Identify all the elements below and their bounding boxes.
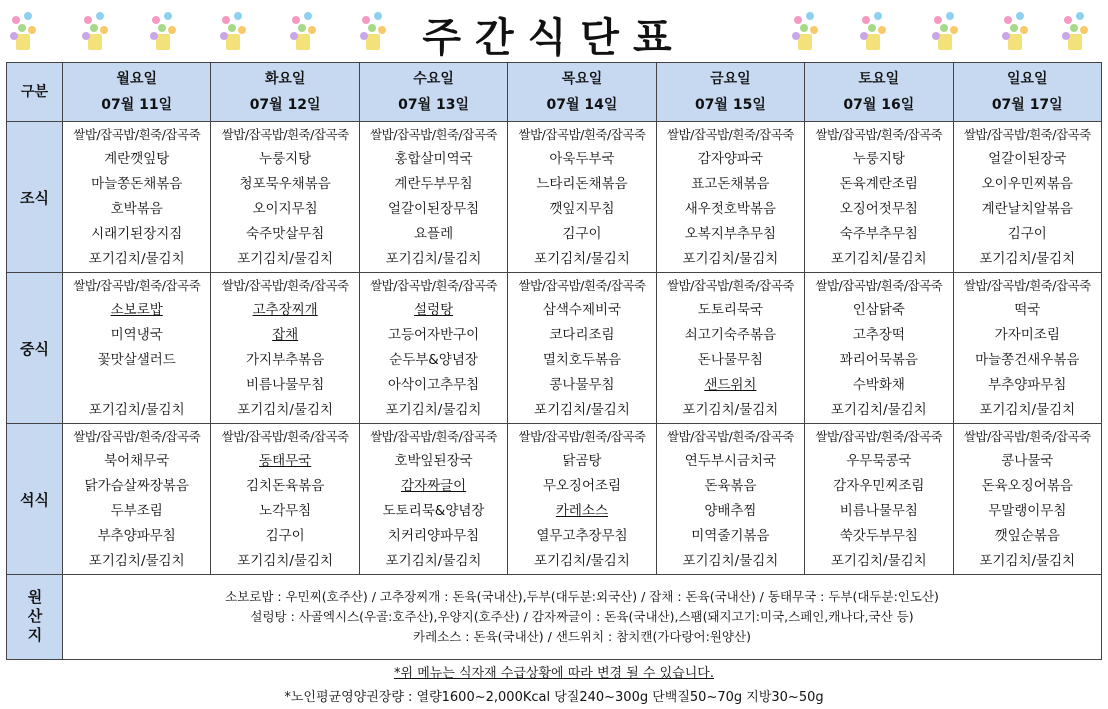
menu-item bbox=[211, 323, 358, 348]
day-name: 화요일 bbox=[264, 71, 306, 87]
menu-item: 포기김치/물김치 bbox=[385, 553, 482, 569]
menu-item: 포기김치/물김치 bbox=[534, 553, 630, 569]
menu-item: 쌀밥/잡곡밥/흰죽/잡곡죽 bbox=[370, 127, 497, 142]
menu-item: 쌀밥/잡곡밥/흰죽/잡곡죽 bbox=[73, 127, 201, 142]
menu-item: 쌀밥/잡곡밥/흰죽/잡곡죽 bbox=[815, 278, 943, 293]
menu-cell bbox=[805, 424, 953, 575]
menu-item: 미역줄기볶음 bbox=[691, 528, 770, 544]
menu-item: 쌀밥/잡곡밥/흰죽/잡곡죽 bbox=[370, 429, 497, 444]
menu-item: 쌀밥/잡곡밥/흰죽/잡곡죽 bbox=[666, 127, 794, 142]
menu-item: 쌀밥/잡곡밥/흰죽/잡곡죽 bbox=[221, 278, 349, 293]
menu-item: 포기김치/물김치 bbox=[682, 251, 779, 267]
menu-item: 우무묵콩국 bbox=[846, 453, 912, 469]
menu-item: 깻잎지무침 bbox=[549, 201, 615, 217]
menu-item-text: 감자짜글이 bbox=[400, 478, 467, 494]
menu-item-text: 동태무국 bbox=[259, 453, 312, 469]
menu-cell bbox=[359, 122, 507, 273]
menu-item: 부추양파무침 bbox=[988, 377, 1067, 393]
menu-item: 열무고추장무침 bbox=[536, 528, 628, 544]
menu-item: 삼색수제비국 bbox=[542, 302, 622, 318]
menu-cell bbox=[805, 122, 953, 273]
origin-line: 설렁탕 : 사골엑시스(우골:호주산),우양지(호주산) / 감자짜글이 : 돈육(국내산),스팸(돼지고기:미국,스페인,캐나다,국산 등) bbox=[250, 609, 914, 624]
day-header bbox=[656, 63, 804, 122]
menu-cell bbox=[359, 273, 507, 424]
menu-item: 쌀밥/잡곡밥/흰죽/잡곡죽 bbox=[815, 429, 943, 444]
menu-item: 포기김치/물김치 bbox=[237, 251, 334, 267]
menu-item: 누룽지탕 bbox=[259, 151, 312, 167]
meal-table bbox=[6, 62, 1102, 660]
menu-item: 오복지부추무침 bbox=[684, 226, 777, 242]
menu-item: 쌀밥/잡곡밥/흰죽/잡곡죽 bbox=[221, 429, 349, 444]
menu-item: 김치돈육볶음 bbox=[246, 478, 325, 494]
menu-item: 쑥갓두부무침 bbox=[839, 528, 918, 544]
day-date: 07월 11일 bbox=[101, 97, 173, 113]
day-header bbox=[211, 63, 359, 122]
day-name: 수요일 bbox=[413, 71, 454, 87]
page-title: 주간식단표 bbox=[422, 15, 686, 61]
menu-item: 쌀밥/잡곡밥/흰죽/잡곡죽 bbox=[963, 429, 1091, 444]
menu-item: 쌀밥/잡곡밥/흰죽/잡곡죽 bbox=[73, 429, 201, 444]
menu-item: 쌀밥/잡곡밥/흰죽/잡곡죽 bbox=[221, 127, 349, 142]
menu-item: 쇠고기숙주볶음 bbox=[684, 327, 777, 343]
menu-item: 부추양파무침 bbox=[97, 528, 176, 544]
menu-item: 포기김치/물김치 bbox=[682, 402, 779, 418]
origin-row bbox=[7, 575, 1102, 660]
menu-item: 숙주부추무침 bbox=[839, 226, 918, 242]
menu-item: 포기김치/물김치 bbox=[237, 553, 334, 569]
menu-item-text: 설렁탕 bbox=[413, 302, 454, 318]
menu-cell bbox=[211, 273, 359, 424]
origin-info bbox=[63, 575, 1102, 660]
menu-item bbox=[657, 373, 804, 398]
menu-cell bbox=[63, 122, 211, 273]
menu-cell bbox=[953, 122, 1101, 273]
day-name: 토요일 bbox=[858, 71, 900, 87]
origin-line: 카레소스 : 돈육(국내산) / 샌드위치 : 참치캔(가다랑어:원양산) bbox=[413, 629, 751, 644]
menu-item: 쌀밥/잡곡밥/흰죽/잡곡죽 bbox=[963, 278, 1091, 293]
menu-cell bbox=[656, 122, 804, 273]
menu-item: 포기김치/물김치 bbox=[979, 402, 1076, 418]
notice: *위 메뉴는 식자재 수급상황에 따라 변경 될 수 있습니다. bbox=[394, 666, 714, 681]
day-date: 07월 14일 bbox=[546, 97, 618, 113]
menu-item: 마늘쫑돈채볶음 bbox=[91, 176, 183, 192]
menu-item: 쌀밥/잡곡밥/흰죽/잡곡죽 bbox=[518, 429, 646, 444]
day-date: 07월 12일 bbox=[249, 97, 321, 113]
menu-item: 무말랭이무침 bbox=[988, 503, 1067, 519]
menu-item: 비름나물무침 bbox=[839, 503, 918, 519]
menu-item-text: 잡채 bbox=[272, 327, 299, 343]
meal-row bbox=[7, 122, 1102, 273]
menu-item: 쌀밥/잡곡밥/흰죽/잡곡죽 bbox=[518, 127, 646, 142]
menu-item: 포기김치/물김치 bbox=[385, 251, 482, 267]
menu-item: 표고돈채볶음 bbox=[691, 176, 770, 192]
menu-item: 돈육계란조림 bbox=[839, 176, 918, 192]
menu-cell bbox=[508, 424, 656, 575]
day-date: 07월 15일 bbox=[694, 97, 766, 113]
menu-item: 시래기된장지짐 bbox=[91, 226, 183, 242]
menu-item-text: 고추장찌개 bbox=[252, 302, 318, 318]
menu-item: 비름나물무침 bbox=[246, 377, 325, 393]
menu-item: 포기김치/물김치 bbox=[979, 251, 1076, 267]
menu-item: 연두부시금치국 bbox=[684, 453, 777, 469]
meal-label: 석식 bbox=[7, 424, 63, 575]
day-name: 금요일 bbox=[710, 71, 751, 87]
day-header bbox=[508, 63, 656, 122]
menu-item: 북어채무국 bbox=[104, 453, 170, 469]
menu-item: 도토리묵국 bbox=[697, 302, 763, 318]
menu-cell bbox=[953, 424, 1101, 575]
menu-item-text: 소보로밥 bbox=[110, 302, 163, 318]
menu-item: 포기김치/물김치 bbox=[682, 553, 779, 569]
menu-item: 포기김치/물김치 bbox=[534, 251, 630, 267]
menu-item: 누룽지탕 bbox=[852, 151, 905, 167]
menu-item: 아욱두부국 bbox=[549, 151, 615, 167]
menu-item: 양배추찜 bbox=[704, 503, 757, 519]
menu-item: 고추장떡 bbox=[852, 327, 905, 343]
menu-cell bbox=[656, 424, 804, 575]
menu-item: 계란두부무침 bbox=[394, 176, 473, 192]
menu-item: 아삭이고추무침 bbox=[387, 377, 480, 393]
menu-item: 수박화채 bbox=[852, 377, 905, 393]
menu-item: 돈육오징어볶음 bbox=[981, 478, 1073, 494]
menu-item: 멸치호두볶음 bbox=[542, 352, 622, 368]
menu-item: 치커리양파무침 bbox=[387, 528, 480, 544]
menu-item: 꽈리어묵볶음 bbox=[839, 352, 918, 368]
menu-item: 고등어자반구이 bbox=[387, 327, 480, 343]
menu-item: 얼갈이된장무침 bbox=[387, 201, 480, 217]
menu-item: 쌀밥/잡곡밥/흰죽/잡곡죽 bbox=[963, 127, 1091, 142]
header-label: 구분 bbox=[7, 63, 63, 122]
menu-item-text: 샌드위치 bbox=[704, 377, 757, 393]
menu-item: 김구이 bbox=[1007, 226, 1047, 242]
header-row bbox=[7, 63, 1102, 122]
menu-item: 포기김치/물김치 bbox=[830, 553, 927, 569]
menu-item: 김구이 bbox=[562, 226, 602, 242]
menu-item: 오이지무침 bbox=[252, 201, 318, 217]
menu-item: 감자우민찌조림 bbox=[833, 478, 925, 494]
menu-item: 오이우민찌볶음 bbox=[981, 176, 1073, 192]
menu-item: 코다리조림 bbox=[549, 327, 615, 343]
day-name: 목요일 bbox=[561, 71, 603, 87]
menu-item: 포기김치/물김치 bbox=[237, 402, 334, 418]
menu-cell bbox=[359, 424, 507, 575]
day-date: 07월 13일 bbox=[398, 97, 469, 113]
menu-item: 마늘쫑건새우볶음 bbox=[975, 352, 1080, 368]
menu-item: 호박잎된장국 bbox=[394, 453, 473, 469]
title-bar bbox=[0, 0, 1108, 62]
menu-item: 쌀밥/잡곡밥/흰죽/잡곡죽 bbox=[815, 127, 943, 142]
menu-item: 느타리돈채볶음 bbox=[536, 176, 628, 192]
day-name: 월요일 bbox=[116, 71, 157, 87]
day-header bbox=[805, 63, 953, 122]
menu-item bbox=[63, 298, 210, 323]
menu-item: 얼갈이된장국 bbox=[988, 151, 1067, 167]
menu-item: 쌀밥/잡곡밥/흰죽/잡곡죽 bbox=[666, 278, 794, 293]
menu-item: 포기김치/물김치 bbox=[88, 251, 185, 267]
menu-cell bbox=[953, 273, 1101, 424]
menu-item: 계란깻잎탕 bbox=[104, 151, 170, 167]
menu-item: 새우젓호박볶음 bbox=[684, 201, 777, 217]
menu-item bbox=[63, 373, 210, 398]
menu-item: 꽃맛살샐러드 bbox=[97, 352, 176, 368]
menu-item-text: 카레소스 bbox=[555, 503, 609, 519]
menu-item: 콩나물국 bbox=[1001, 453, 1054, 469]
menu-item: 포기김치/물김치 bbox=[830, 402, 927, 418]
meal-row bbox=[7, 424, 1102, 575]
day-date: 07월 16일 bbox=[843, 97, 915, 113]
menu-item: 포기김치/물김치 bbox=[830, 251, 927, 267]
menu-item bbox=[211, 449, 358, 474]
menu-item bbox=[360, 474, 507, 499]
menu-item: 돈나물무침 bbox=[697, 352, 763, 368]
origin-line: 소보로밥 : 우민찌(호주산) / 고추장찌개 : 돈육(국내산),두부(대두분:외국산) / 잡채 : 돈육(국내산) / 동태무국 : 두부(대두분:인도산) bbox=[225, 589, 939, 604]
menu-item: 포기김치/물김치 bbox=[385, 402, 482, 418]
menu-item: 닭가슴살짜장볶음 bbox=[84, 478, 189, 494]
nutrition-note: *노인평균영양권장량 : 열량1600~2,000Kcal 당질240~300g 단백질50~70g 지방30~50g bbox=[284, 690, 824, 705]
menu-item: 순두부&양념장 bbox=[389, 352, 478, 368]
menu-item: 감자양파국 bbox=[697, 151, 763, 167]
menu-item: 떡국 bbox=[1014, 302, 1041, 318]
menu-cell bbox=[63, 424, 211, 575]
day-header bbox=[63, 63, 211, 122]
menu-item: 쌀밥/잡곡밥/흰죽/잡곡죽 bbox=[370, 278, 497, 293]
menu-item: 숙주맛살무침 bbox=[246, 226, 325, 242]
menu-item: 미역냉국 bbox=[110, 327, 163, 343]
menu-item bbox=[360, 298, 507, 323]
menu-cell bbox=[656, 273, 804, 424]
meal-label: 조식 bbox=[7, 122, 63, 273]
menu-cell bbox=[63, 273, 211, 424]
menu-cell bbox=[805, 273, 953, 424]
menu-item: 쌀밥/잡곡밥/흰죽/잡곡죽 bbox=[666, 429, 794, 444]
menu-cell bbox=[211, 424, 359, 575]
menu-item: 김구이 bbox=[265, 528, 305, 544]
menu-cell bbox=[211, 122, 359, 273]
menu-item: 쌀밥/잡곡밥/흰죽/잡곡죽 bbox=[518, 278, 646, 293]
menu-item: 호박볶음 bbox=[110, 201, 163, 217]
menu-item: 포기김치/물김치 bbox=[88, 402, 185, 418]
menu-item: 깻잎순볶음 bbox=[994, 528, 1060, 544]
menu-item: 돈육볶음 bbox=[704, 478, 757, 494]
menu-item bbox=[508, 499, 655, 524]
meal-label: 중식 bbox=[7, 273, 63, 424]
day-date: 07월 17일 bbox=[991, 97, 1063, 113]
day-header bbox=[953, 63, 1101, 122]
menu-item: 가지부추볶음 bbox=[246, 352, 325, 368]
menu-item: 청포묵우채볶음 bbox=[239, 176, 331, 192]
menu-item: 노각무침 bbox=[259, 503, 312, 519]
origin-label: 원산지 bbox=[7, 575, 63, 660]
menu-item: 무오징어조림 bbox=[542, 478, 622, 494]
menu-item: 콩나물무침 bbox=[549, 377, 615, 393]
menu-item: 포기김치/물김치 bbox=[88, 553, 185, 569]
menu-item bbox=[211, 298, 358, 323]
meal-row bbox=[7, 273, 1102, 424]
menu-item: 쌀밥/잡곡밥/흰죽/잡곡죽 bbox=[73, 278, 201, 293]
menu-item: 가자미조림 bbox=[994, 327, 1060, 343]
menu-item: 두부조림 bbox=[110, 503, 163, 519]
menu-item: 요플레 bbox=[413, 226, 454, 242]
menu-cell bbox=[508, 273, 656, 424]
day-header bbox=[359, 63, 507, 122]
menu-item: 인삼닭죽 bbox=[852, 302, 905, 318]
menu-item: 계란날치알볶음 bbox=[981, 201, 1073, 217]
menu-item: 홍합살미역국 bbox=[394, 151, 473, 167]
menu-item: 오징어젓무침 bbox=[839, 201, 918, 217]
menu-cell bbox=[508, 122, 656, 273]
menu-item: 닭곰탕 bbox=[562, 453, 602, 469]
day-name: 일요일 bbox=[1006, 71, 1048, 87]
menu-item: 포기김치/물김치 bbox=[979, 553, 1076, 569]
menu-item: 포기김치/물김치 bbox=[534, 402, 630, 418]
menu-item: 도토리묵&양념장 bbox=[382, 503, 485, 519]
